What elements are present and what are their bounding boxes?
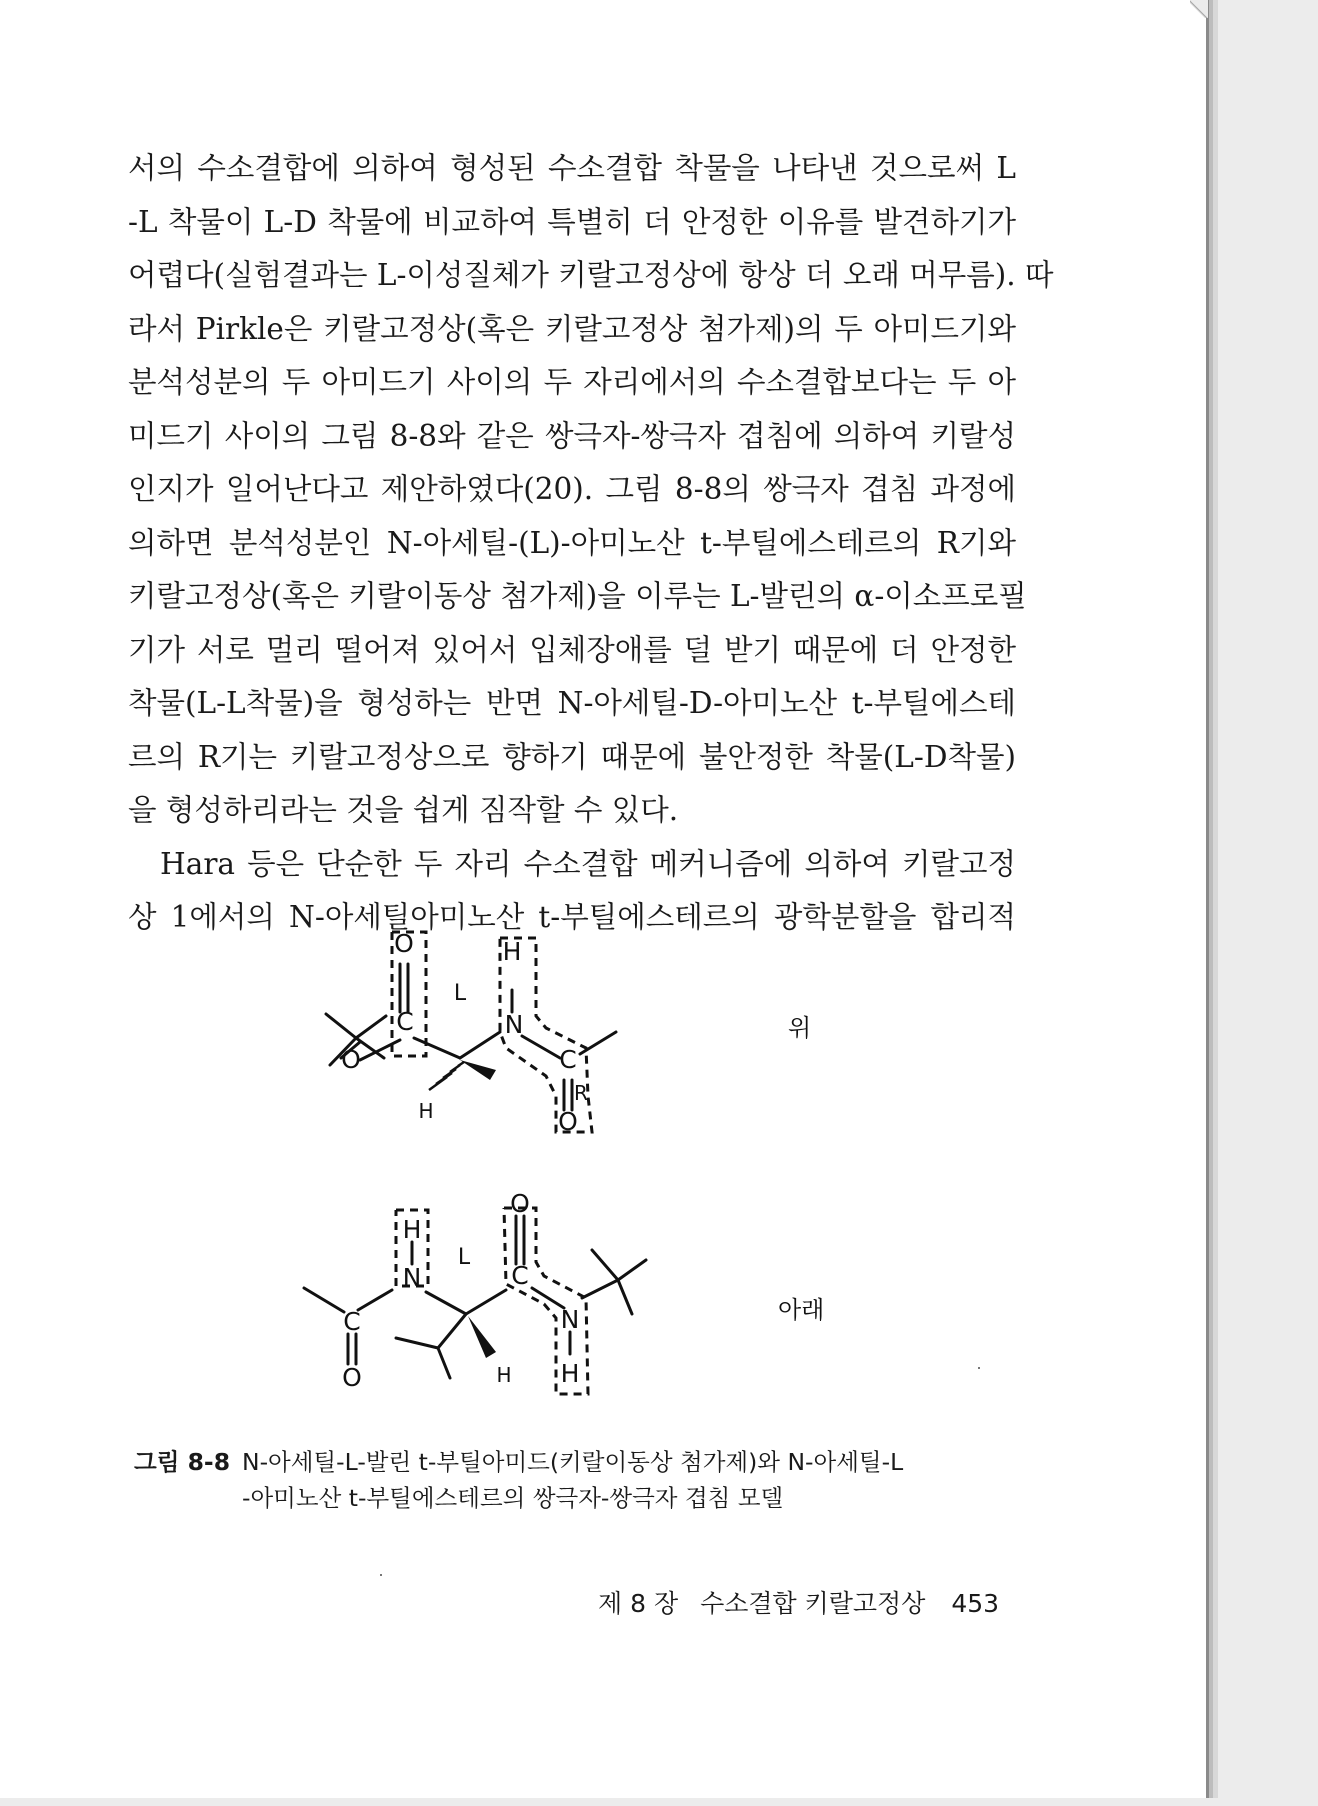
atom-label: O (394, 929, 414, 958)
running-footer (598, 1584, 1000, 1620)
figure-caption (134, 1444, 1018, 1516)
text-line: 르의 R기는 키랄고정상으로 향하기 때문에 불안정한 착물(L-D착물) (128, 739, 1016, 774)
top-model-label: 위 (788, 1014, 812, 1042)
atom-label: C (343, 1307, 361, 1336)
page-curl-corner (1190, 0, 1208, 18)
atom-label: R (574, 1081, 588, 1105)
text-line: 서의 수소결합에 의하여 형성된 수소결합 착물을 나타낸 것으로써 L (128, 151, 1016, 185)
bottom-model-label: 아래 (778, 1296, 825, 1324)
atom-label: H (502, 937, 522, 966)
atom-label: O (558, 1107, 578, 1136)
text-line: 미드기 사이의 그림 8-8와 같은 쌍극자-쌍극자 겹침에 의하여 키랄성 (128, 418, 1016, 453)
caption-line: -아미노산 t-부틸에스테르의 쌍극자-쌍극자 겹침 모델 (242, 1484, 784, 1512)
caption-line: N-아세틸-L-발린 t-부틸아미드(키랄이동상 첨가제)와 N-아세틸-L (242, 1448, 904, 1476)
figure-number: 그림 8-8 (134, 1448, 231, 1476)
scan-speck (978, 1367, 980, 1369)
chapter-label: 제 8 장 (598, 1589, 679, 1618)
text-line: 인지가 일어난다고 제안하였다(20). 그림 8-8의 쌍극자 겹침 과정에 (128, 472, 1016, 506)
atom-label: H (402, 1215, 422, 1244)
text-line: -L 착물이 L-D 착물에 비교하여 특별히 더 안정한 이유를 발견하기가 (128, 204, 1016, 239)
text-line: 기가 서로 멀리 떨어져 있어서 입체장애를 덜 받기 때문에 더 안정한 (128, 632, 1016, 667)
text-line: 착물(L-L착물)을 형성하는 반면 N-아세틸-D-아미노산 t-부틸에스테 (128, 686, 1016, 720)
atom-label: C (511, 1261, 529, 1290)
text-line: 라서 Pirkle은 키랄고정상(혹은 키랄고정상 첨가제)의 두 아미드기와 (128, 311, 1016, 346)
body-text (128, 142, 1054, 945)
text-line: 어렵다(실험결과는 L-이성질체가 키랄고정상에 항상 더 오래 머무름). 따 (128, 258, 1054, 292)
atom-label: H (496, 1363, 512, 1387)
text-line: 상 1에서의 N-아세틸아미노산 t-부틸에스테르의 광학분할을 합리적 (128, 900, 1016, 934)
scan-speck (380, 1574, 382, 1576)
text-line: Hara 등은 단순한 두 자리 수소결합 메커니즘에 의하여 키랄고정 (160, 846, 1016, 881)
page-number: 453 (951, 1589, 1000, 1618)
atom-label: H (418, 1099, 434, 1123)
dipole-stacking-figure (300, 920, 860, 1420)
text-line: 키랄고정상(혹은 키랄이동상 첨가제)을 이루는 L-발린의 α-이소프로필 (128, 579, 1027, 613)
text-line: 분석성분의 두 아미드기 사이의 두 자리에서의 수소결합보다는 두 아 (128, 365, 1016, 399)
atom-label: C (559, 1045, 577, 1074)
text-line: 을 형성하리라는 것을 쉽게 짐작할 수 있다. (128, 793, 679, 827)
text-line: 의하면 분석성분인 N-아세틸-(L)-아미노산 t-부틸에스테르의 R기와 (128, 525, 1016, 560)
atom-label: C (396, 1007, 414, 1036)
atom-label: N (560, 1305, 580, 1334)
atom-label: H (560, 1359, 580, 1388)
chapter-title: 수소결합 키랄고정상 (700, 1589, 926, 1618)
chirality-label: L (453, 981, 467, 1006)
atom-label: N (504, 1010, 524, 1039)
atom-label: O (341, 1045, 361, 1074)
structure-diagram (300, 920, 860, 1420)
atom-label: O (510, 1189, 530, 1218)
atom-label: N (402, 1263, 422, 1292)
chirality-label: L (457, 1245, 471, 1270)
atom-label: O (342, 1363, 362, 1392)
